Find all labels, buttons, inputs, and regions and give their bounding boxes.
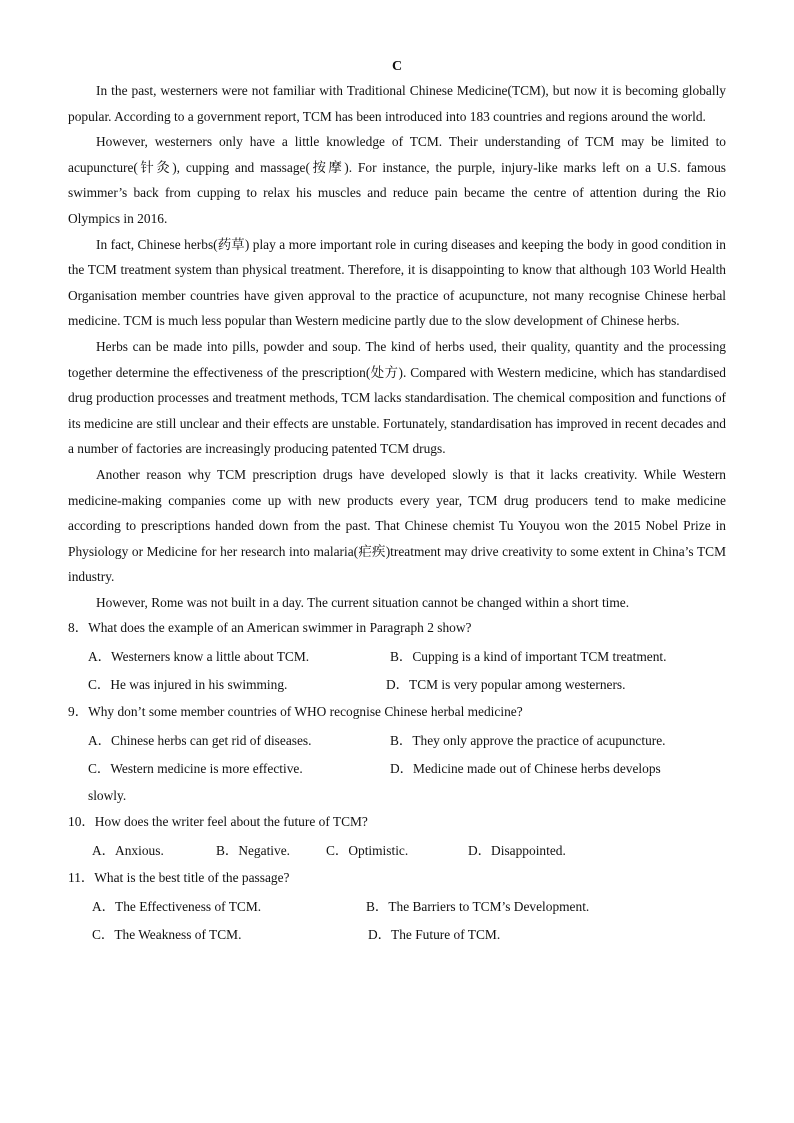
question-9-option-d[interactable]: D．Medicine made out of Chinese herbs develops [390, 761, 661, 777]
question-10-options-row [68, 837, 726, 865]
question-10-option-b[interactable]: B．Negative. [216, 843, 291, 859]
question-10-option-a[interactable]: A．Anxious. [92, 843, 164, 859]
question-11 [68, 867, 726, 949]
question-11-option-b[interactable]: B．The Barriers to TCM’s Development. [366, 899, 590, 915]
question-9 [68, 701, 726, 809]
question-11-option-d[interactable]: D．The Future of TCM. [368, 927, 501, 943]
paragraph-1: In the past, westerners were not familiar with Traditional Chinese Medicine(TCM), but now it is becoming globally popular. According to a government report, TCM has been introduced into 183 countries and regions around the world. [68, 83, 726, 124]
question-8-options-row-1 [68, 643, 726, 671]
question-11-option-a[interactable]: A．The Effectiveness of TCM. [92, 899, 262, 915]
section-title: C [391, 59, 403, 74]
question-10-option-d[interactable]: D．Disappointed. [468, 843, 566, 859]
question-8-option-d[interactable]: D．TCM is very popular among westerners. [386, 677, 626, 693]
question-8-options-row-2 [68, 671, 726, 699]
question-8-option-a[interactable]: A．Westerners know a little about TCM. [88, 649, 310, 665]
paragraph-6: However, Rome was not built in a day. The current situation cannot be changed within a short time. [96, 594, 630, 610]
question-11-stem: 11．What is the best title of the passage? [68, 870, 290, 886]
question-9-option-d-continued: slowly. [88, 788, 127, 804]
question-9-options-row-2 [68, 755, 726, 783]
passage-page [68, 56, 726, 949]
question-11-option-c[interactable]: C．The Weakness of TCM. [92, 927, 242, 943]
paragraph-3: In fact, Chinese herbs(药草) play a more important role in curing diseases and keeping the body in good condition in the TCM treatment system than physical treatment. Therefore, it is disappointing to know that although 103 World Health Organisation member countries have given approval to the practice of acupuncture, not many recognise Chinese herbal medicine. TCM is much less popular than Western medicine partly due to the slow development of Chinese herbs. [68, 236, 726, 329]
question-10 [68, 811, 726, 865]
question-9-option-c[interactable]: C．Western medicine is more effective. [88, 761, 303, 777]
question-8-option-c[interactable]: C．He was injured in his swimming. [88, 677, 288, 693]
question-9-options-row-1 [68, 727, 726, 755]
question-10-option-c[interactable]: C．Optimistic. [326, 843, 409, 859]
question-9-option-a[interactable]: A．Chinese herbs can get rid of diseases. [88, 733, 312, 749]
paragraph-4: Herbs can be made into pills, powder and soup. The kind of herbs used, their quality, quantity and the processing together determine the effectiveness of the prescription(处方). Compared with Western medicine, which has standardised drug production processes and treatment methods, TCM lacks standardisation. The chemical composition and functions of its medicine are still unclear and their effects are unstable. Fortunately, standardisation has improved in recent decades and a number of factories are increasingly producing patented TCM drugs. [68, 338, 726, 457]
question-11-options-row-2 [68, 921, 726, 949]
question-9-stem: 9．Why don’t some member countries of WHO recognise Chinese herbal medicine? [68, 704, 523, 720]
question-10-stem: 10．How does the writer feel about the future of TCM? [68, 814, 368, 830]
question-8-stem: 8．What does the example of an American swimmer in Paragraph 2 show? [68, 620, 472, 636]
question-11-options-row-1 [68, 893, 726, 921]
paragraph-2: However, westerners only have a little knowledge of TCM. Their understanding of TCM may be limited to acupuncture(针灸), cupping and massage(按摩). For instance, the purple, injury-like marks left on a U.S. famous swimmer’s back from cupping to relax his muscles and reduce pain became the centre of attention during the Rio Olympics in 2016. [68, 134, 726, 226]
paragraph-5: Another reason why TCM prescription drugs have developed slowly is that it lacks creativity. While Western medicine-making companies come up with new products every year, TCM drug producers tend to make medicine according to prescriptions handed down from the past. That Chinese chemist Tu Youyou won the 2015 Nobel Prize in Physiology or Medicine for her research into malaria(疟疾)treatment may drive creativity to some extent in China’s TCM industry. [68, 466, 726, 585]
question-8 [68, 617, 726, 699]
question-9-option-b[interactable]: B．They only approve the practice of acupuncture. [390, 733, 666, 749]
question-8-option-b[interactable]: B．Cupping is a kind of important TCM treatment. [390, 649, 667, 665]
